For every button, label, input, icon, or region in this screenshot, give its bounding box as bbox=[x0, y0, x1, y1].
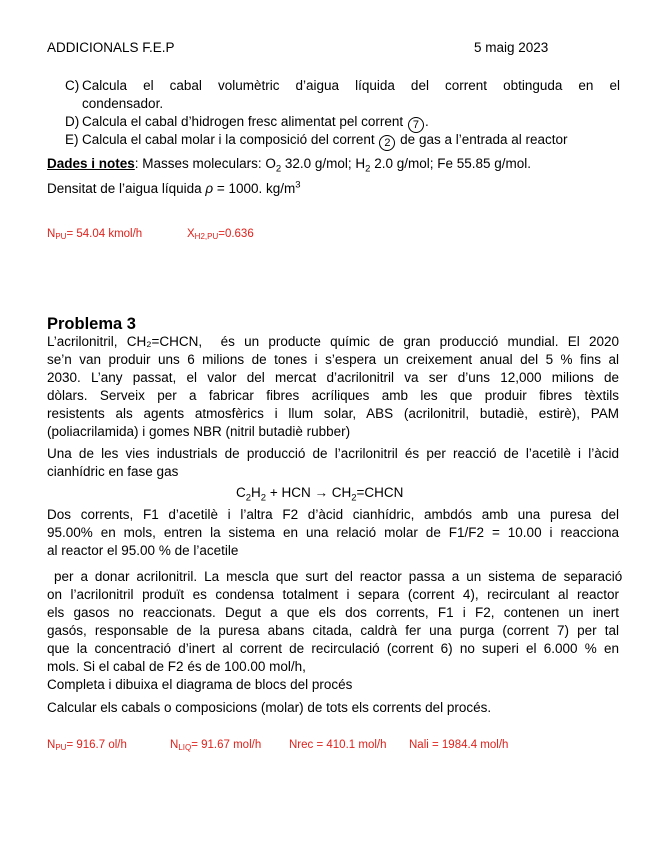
question-d-label: D) bbox=[65, 114, 80, 129]
h2-fe-mass: 2.0 g/mol; Fe 55.85 g/mol. bbox=[370, 156, 532, 171]
p1-line: se’n van produir uns 6 milions de tones i s’espera un creixement anual del 5 % fins al bbox=[47, 352, 619, 367]
p1-line: dòlars. Serveix per a fabricar fibres acríliques amb les que produir fibres tèxtils bbox=[47, 388, 619, 403]
question-d bbox=[65, 113, 429, 133]
header-left: ADDICIONALS F.E.P bbox=[47, 40, 175, 55]
stream-2-marker: 2 bbox=[379, 135, 395, 151]
density-label: Densitat de l’aigua líquida bbox=[47, 181, 206, 196]
question-d-text: Calcula el cabal d’hidrogen fresc alimentat pel corrent bbox=[82, 114, 404, 129]
answer-xh2 bbox=[187, 227, 254, 241]
question-c-line2: condensador. bbox=[82, 96, 164, 111]
p1-line: 2030. L’any passat, el valor del mercat d’acrilonitril va ser d’uns 12,000 milions de bbox=[47, 370, 619, 385]
answer-xh2-symbol: X bbox=[187, 228, 195, 240]
density-value: = 1000. kg/m bbox=[213, 181, 296, 196]
reactant-c-sub: 2 bbox=[245, 492, 252, 504]
dades-line bbox=[47, 155, 531, 173]
answer-npu-2 bbox=[47, 738, 127, 752]
p4-line: mols. Si el cabal de F2 és de 100.00 mol/h, bbox=[47, 659, 306, 674]
question-c-line1: Calcula el cabal volumètric d’aigua líquida del corrent obtinguda en el bbox=[82, 78, 620, 93]
answer-npu-2-sub: PU bbox=[55, 743, 67, 752]
question-d-end: . bbox=[424, 114, 429, 129]
reactant-h-sub: 2 bbox=[260, 492, 267, 504]
answer-nliq-value: = 91.67 mol/h bbox=[191, 739, 262, 751]
h2-subscript: 2 bbox=[365, 163, 371, 175]
answer-nali: Nali = 1984.4 mol/h bbox=[409, 739, 509, 751]
p2-line: Una de les vies industrials de producció de l’acrilonitril és per reacció de l’acetilè i l’àcid bbox=[47, 446, 619, 461]
p4-line: que la concentració d’inert al corrent de recirculació (corrent 6) no superi el 6.000 % en bbox=[47, 641, 619, 656]
p3-line: Dos corrents, F1 d’acetilè i l’altra F2 d’àcid cianhídric, ambdós amb una puresa del bbox=[47, 507, 619, 522]
p4-line: gasós, responsable de la puresa abans citada, caldrà fer una purga (corrent 7) per tal bbox=[47, 623, 619, 638]
product-rest: =CHCN bbox=[356, 485, 404, 500]
p2-line: cianhídric en fase gas bbox=[47, 464, 179, 479]
reactant-c: C bbox=[236, 485, 246, 500]
stream-7-marker: 7 bbox=[408, 117, 424, 133]
problem-3-paragraph-2 bbox=[47, 445, 619, 481]
answer-npu-1 bbox=[47, 227, 142, 241]
density-line bbox=[47, 180, 301, 198]
question-c bbox=[65, 77, 620, 113]
answer-npu-2-symbol: N bbox=[47, 739, 56, 751]
problem-3-paragraph-3 bbox=[47, 506, 619, 560]
p3-line: al reactor el 95.00 % de l’acetile bbox=[47, 543, 239, 558]
reactant-hcn: + HCN bbox=[266, 485, 315, 500]
header-date: 5 maig 2023 bbox=[474, 40, 549, 55]
problem-3-paragraph-1 bbox=[47, 333, 619, 441]
product-sub: 2 bbox=[351, 492, 357, 504]
answer-npu-1-value: = 54.04 kmol/h bbox=[66, 228, 143, 240]
question-c-label: C) bbox=[65, 78, 80, 93]
p4-line: on l’acrilonitril produït es condensa totalment i separa (corrent 4), recirculant al reactor bbox=[47, 587, 619, 602]
p1-line: (poliacrilamida) i gomes NBR (nitril butadiè rubber) bbox=[47, 424, 351, 439]
answer-xh2-value: =0.636 bbox=[218, 228, 254, 240]
o2-mass: 32.0 g/mol; H bbox=[281, 156, 366, 171]
answer-nrec: Nrec = 410.1 mol/h bbox=[289, 739, 387, 751]
rho-symbol: ρ bbox=[205, 181, 214, 196]
answer-nliq bbox=[170, 738, 261, 752]
p1-line: L’acrilonitril, CH₂=CHCN, és un producte químic de gran producció mundial. El 2020 bbox=[47, 334, 619, 349]
answer-xh2-sub: H2,PU bbox=[194, 232, 219, 241]
answer-nliq-symbol: N bbox=[170, 739, 179, 751]
question-e-label: E) bbox=[65, 132, 79, 147]
dades-title: Dades i notes bbox=[47, 156, 135, 171]
problem-3-title: Problema 3 bbox=[47, 315, 136, 333]
p4-line: per a donar acrilonitril. La mescla que surt del reactor passa a un sistema de separació bbox=[47, 569, 623, 584]
task-2: Calcular els cabals o composicions (molar) de tots els corrents del procés. bbox=[47, 700, 492, 715]
task-1: Completa i dibuixa el diagrama de blocs del procés bbox=[47, 677, 353, 692]
answer-npu-1-symbol: N bbox=[47, 228, 56, 240]
answer-npu-2-value: = 916.7 ol/h bbox=[66, 739, 127, 751]
p1-line: resistents als agents atmosfèrics i llum solar, ABS (acrilonitril, butadiè, estirè), PAM bbox=[47, 406, 619, 421]
product-ch: CH bbox=[331, 485, 352, 500]
p4-line: els gasos no reaccionats. Degut a que els dos corrents, F1 i F2, contenen un inert bbox=[47, 605, 619, 620]
answer-nliq-sub: LIQ bbox=[178, 743, 192, 752]
question-e-end: de gas a l’entrada al reactor bbox=[400, 132, 568, 147]
density-exponent: 3 bbox=[295, 179, 301, 191]
reaction-equation bbox=[236, 484, 403, 502]
question-e-text: Calcula el cabal molar i la composició del corrent bbox=[82, 132, 375, 147]
problem-3-paragraph-4 bbox=[47, 568, 623, 676]
question-e bbox=[65, 131, 568, 151]
dades-masses-label: : Masses moleculars: O bbox=[134, 156, 276, 171]
p3-line: 95.00% en mols, entren la sistema en una relació molar de F1/F2 = 10.00 i reacciona bbox=[47, 525, 619, 540]
answer-npu-1-sub: PU bbox=[55, 232, 67, 241]
reaction-arrow-icon: → bbox=[314, 485, 328, 500]
reactant-h: H bbox=[251, 485, 261, 500]
o2-subscript: 2 bbox=[275, 163, 282, 175]
